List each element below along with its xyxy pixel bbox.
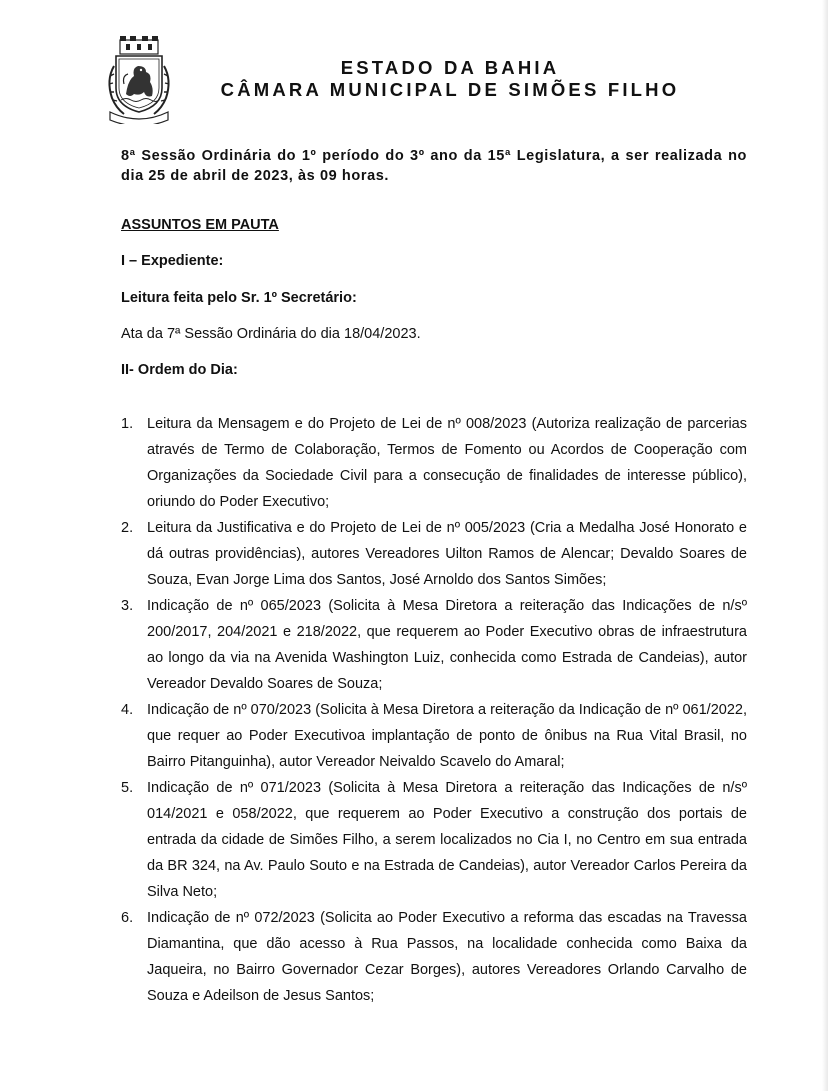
list-item-text: Indicação de nº 065/2023 (Solicita à Mesa Diretora a reiteração das Indicações de n/sº 200/2017, 204/2021 e 218/2022, que requerem ao Poder Executivo obras de infraestrutura ao longo da via na Avenida Washington Luiz, conhecida como Estrada de Candeias), autor Vereador Devaldo Soares de Souza;: [147, 598, 747, 692]
list-item-number: 5.: [121, 780, 134, 796]
list-item-number: 2.: [121, 520, 134, 536]
reading-heading: Leitura feita pelo Sr. 1º Secretário:: [121, 290, 357, 306]
list-item: [121, 775, 747, 905]
list-item-text: Indicação de nº 071/2023 (Solicita à Mesa Diretora a reiteração das Indicações de n/sº 014/2021 e 058/2022, que requerem ao Poder Executivo a construção dos portais de entrada da cidade de Simões Filho, a serem localizados no Cia I, no Centro em sua entrada da BR 324, na Av. Paulo Souto e na Estrada de Candeias), autor Vereador Carlos Pereira da Silva Neto;: [147, 780, 747, 900]
list-item-text: Leitura da Justificativa e do Projeto de Lei de nº 005/2023 (Cria a Medalha José Honorato e dá outras providências), autores Vereadores Uilton Ramos de Alencar; Devaldo Soares de Souza, Evan Jorge Lima dos Santos, José Arnoldo dos Santos Simões;: [147, 520, 747, 588]
list-item-text: Indicação de nº 072/2023 (Solicita ao Poder Executivo a reforma das escadas na Travessa Diamantina, que dão acesso à Rua Passos, na localidade conhecida como Baixa da Jaqueira, no Bairro Governador Cezar Borges), autores Vereadores Orlando Carvalho de Souza e Adeilson de Jesus Santos;: [147, 910, 747, 1004]
page-edge-shadow: [822, 0, 828, 1091]
list-item: [121, 905, 747, 1009]
header-state-title: ESTADO DA BAHIA: [340, 57, 560, 78]
list-item-text: Indicação de nº 070/2023 (Solicita à Mesa Diretora a reiteração da Indicação de nº 061/2022, que requer ao Poder Executivoa implantação de ponto de ônibus na Rua Vital Brasil, no Bairro Pitanguinha), autor Vereador Neivaldo Scavelo do Amaral;: [147, 702, 747, 770]
agenda-item-list: [121, 411, 747, 1009]
list-item-number: 4.: [121, 702, 134, 718]
header-chamber-title: CÂMARA MUNICIPAL DE SIMÕES FILHO: [220, 79, 680, 100]
list-item-number: 3.: [121, 598, 134, 614]
list-item: [121, 411, 747, 515]
agenda-heading: ASSUNTOS EM PAUTA: [121, 217, 279, 233]
minutes-line: Ata da 7ª Sessão Ordinária do dia 18/04/2023.: [121, 326, 421, 342]
order-of-day-heading: II- Ordem do Dia:: [121, 362, 238, 378]
list-item-number: 6.: [121, 910, 134, 926]
session-intro: 8ª Sessão Ordinária do 1º período do 3º ano da 15ª Legislatura, a ser realizada no dia 25 de abril de 2023, às 09 horas.: [121, 148, 747, 184]
list-item-text: Leitura da Mensagem e do Projeto de Lei de nº 008/2023 (Autoriza realização de parcerias através de Termo de Colaboração, Termos de Fomento ou Acordos de Cooperação com Organizações da Sociedade Civil para a consecução de finalidades de interesse público), oriundo do Poder Executivo;: [147, 416, 747, 510]
list-item-number: 1.: [121, 416, 134, 432]
expediente-heading: I – Expediente:: [121, 253, 224, 269]
list-item: [121, 515, 747, 593]
list-item: [121, 593, 747, 697]
list-item: [121, 697, 747, 775]
municipal-crest-icon: [104, 36, 174, 124]
